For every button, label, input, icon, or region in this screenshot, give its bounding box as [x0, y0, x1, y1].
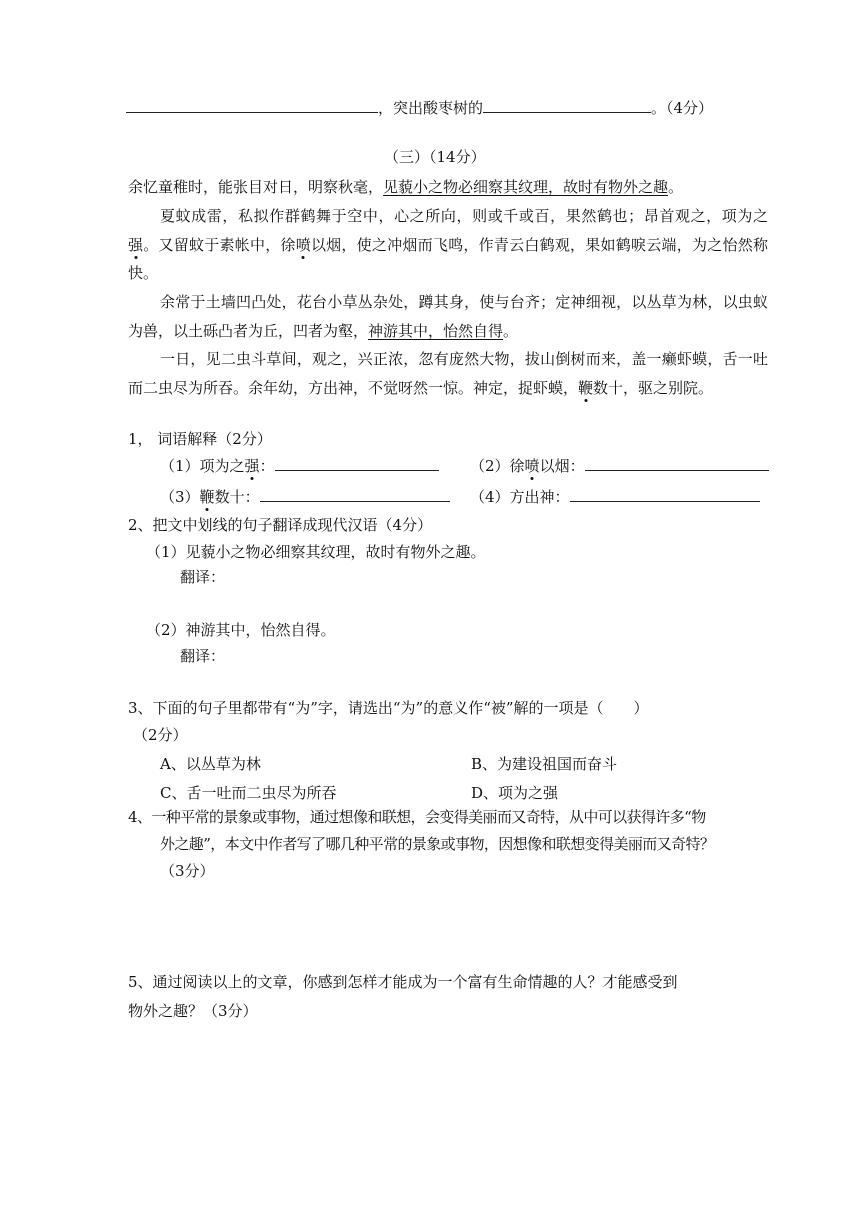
dotted-character: 鞭 — [199, 488, 215, 506]
passage-text: 余常于土墙凹凸处，花台小草丛杂处，蹲其身，使与台齐；定神细视，以丛草为林，以虫蚁为兽，以土砾凸者为丘，凹者为壑， — [128, 293, 768, 340]
answer-blank[interactable] — [275, 456, 439, 471]
dotted-character: 喷 — [295, 235, 311, 254]
passage-text: 一日，见二虫斗草间，观之，兴正浓，忽有庞然大物，拔山倒树而来，盖一癞虾蟆，舌一吐而二虫尽为所吞。余年幼，方出神，不觉呀然一惊。神定，捉虾蟆， — [128, 350, 768, 397]
section-title: （三）（14分） — [384, 148, 486, 166]
question-3-title: 3、下面的句子里都带有“为”字，请选出“为”的意义作“被”解的一项是（ ） — [128, 699, 649, 717]
q1-item-2 — [470, 456, 769, 474]
underlined-sentence-2: 神游其中，怡然自得 — [368, 321, 504, 340]
top-line-end: 。（4分） — [651, 99, 714, 117]
q1-item-1 — [160, 456, 439, 474]
dotted-character: 喷 — [524, 457, 540, 475]
q1-item-text: （4）方出神： — [470, 488, 570, 506]
question-5-line-2: 物外之趣？（3分） — [128, 1002, 258, 1020]
underlined-sentence-1: 见藐小之物必细察其纹理，故时有物外之趣 — [383, 178, 669, 196]
dotted-character: 强 — [128, 235, 144, 254]
passage-text: 余忆童稚时，能张目对日，明察秋毫， — [128, 178, 384, 196]
q1-item-4 — [470, 487, 760, 505]
q2-translate-label-1: 翻译： — [180, 568, 226, 586]
top-answer-line — [126, 98, 713, 116]
passage-text: 数十，驱之别院。 — [593, 378, 714, 397]
question-2-title: 2、把文中划线的句子翻译成现代汉语（4分） — [128, 516, 433, 534]
question-4-line-1: 4、一种平常的景象或事物，通过想像和联想，会变得美丽而又奇特，从中可以获得许多“物 — [128, 808, 706, 826]
passage-paragraph-2 — [128, 202, 768, 288]
question-4-line-3: （3分） — [160, 862, 215, 880]
question-5-line-1: 5、通过阅读以上的文章，你感到怎样才能成为一个富有生命情趣的人？才能感受到 — [128, 973, 678, 991]
dotted-character: 鞭 — [578, 378, 594, 397]
q1-item-text: ： — [259, 457, 275, 475]
q3-option-c[interactable]: C、舌一吐而二虫尽为所吞 — [160, 784, 337, 802]
q3-option-b[interactable]: B、为建设祖国而奋斗 — [471, 755, 618, 773]
q2-sentence-2: （2）神游其中，怡然自得。 — [146, 621, 336, 639]
passage-text: 。 — [668, 178, 684, 196]
q1-item-text: （3） — [160, 488, 200, 506]
q1-item-text: 数十： — [214, 488, 260, 506]
answer-blank[interactable] — [585, 456, 769, 471]
question-3-score: （2分） — [133, 726, 188, 744]
answer-blank[interactable] — [260, 487, 450, 502]
question-1-title: 1， 词语解释（2分） — [128, 430, 272, 448]
dotted-character: 强 — [244, 457, 260, 475]
q3-option-a[interactable]: A、以丛草为林 — [160, 755, 261, 773]
q1-item-3 — [160, 487, 450, 505]
answer-blank[interactable] — [126, 98, 378, 113]
q2-sentence-1: （1）见藐小之物必细察其纹理，故时有物外之趣。 — [146, 543, 486, 561]
answer-blank[interactable] — [570, 487, 760, 502]
passage-text: 。 — [503, 321, 519, 340]
passage-paragraph-4 — [128, 345, 768, 402]
q3-option-d[interactable]: D、项为之强 — [471, 784, 559, 802]
top-line-middle: ，突出酸枣树的 — [378, 99, 484, 117]
answer-blank[interactable] — [483, 98, 651, 113]
passage-paragraph-3 — [128, 288, 768, 345]
question-4-line-2: 外之趣”，本文中作者写了哪几种平常的景象或事物，因想像和联想变得美丽而又奇特？ — [160, 835, 715, 853]
q1-item-text: 以烟： — [539, 457, 585, 475]
passage-text: 以烟，使之冲烟而飞鸣，作青云白鹤观，果如鹤唳云端，为之怡然称快。 — [128, 235, 768, 282]
passage-paragraph-1 — [128, 173, 768, 202]
q1-item-text: （1）项为之 — [160, 457, 245, 475]
passage-text: 夏蚊成雷，私拟作群鹤舞于空中，心之所向，则或千或百，果然鹤也；昂首观之，项为之 — [160, 207, 768, 225]
q2-translate-label-2: 翻译： — [180, 647, 226, 665]
passage-text: 。又留蚊于素帐中，徐 — [143, 235, 296, 254]
q1-item-text: （2）徐 — [470, 457, 525, 475]
